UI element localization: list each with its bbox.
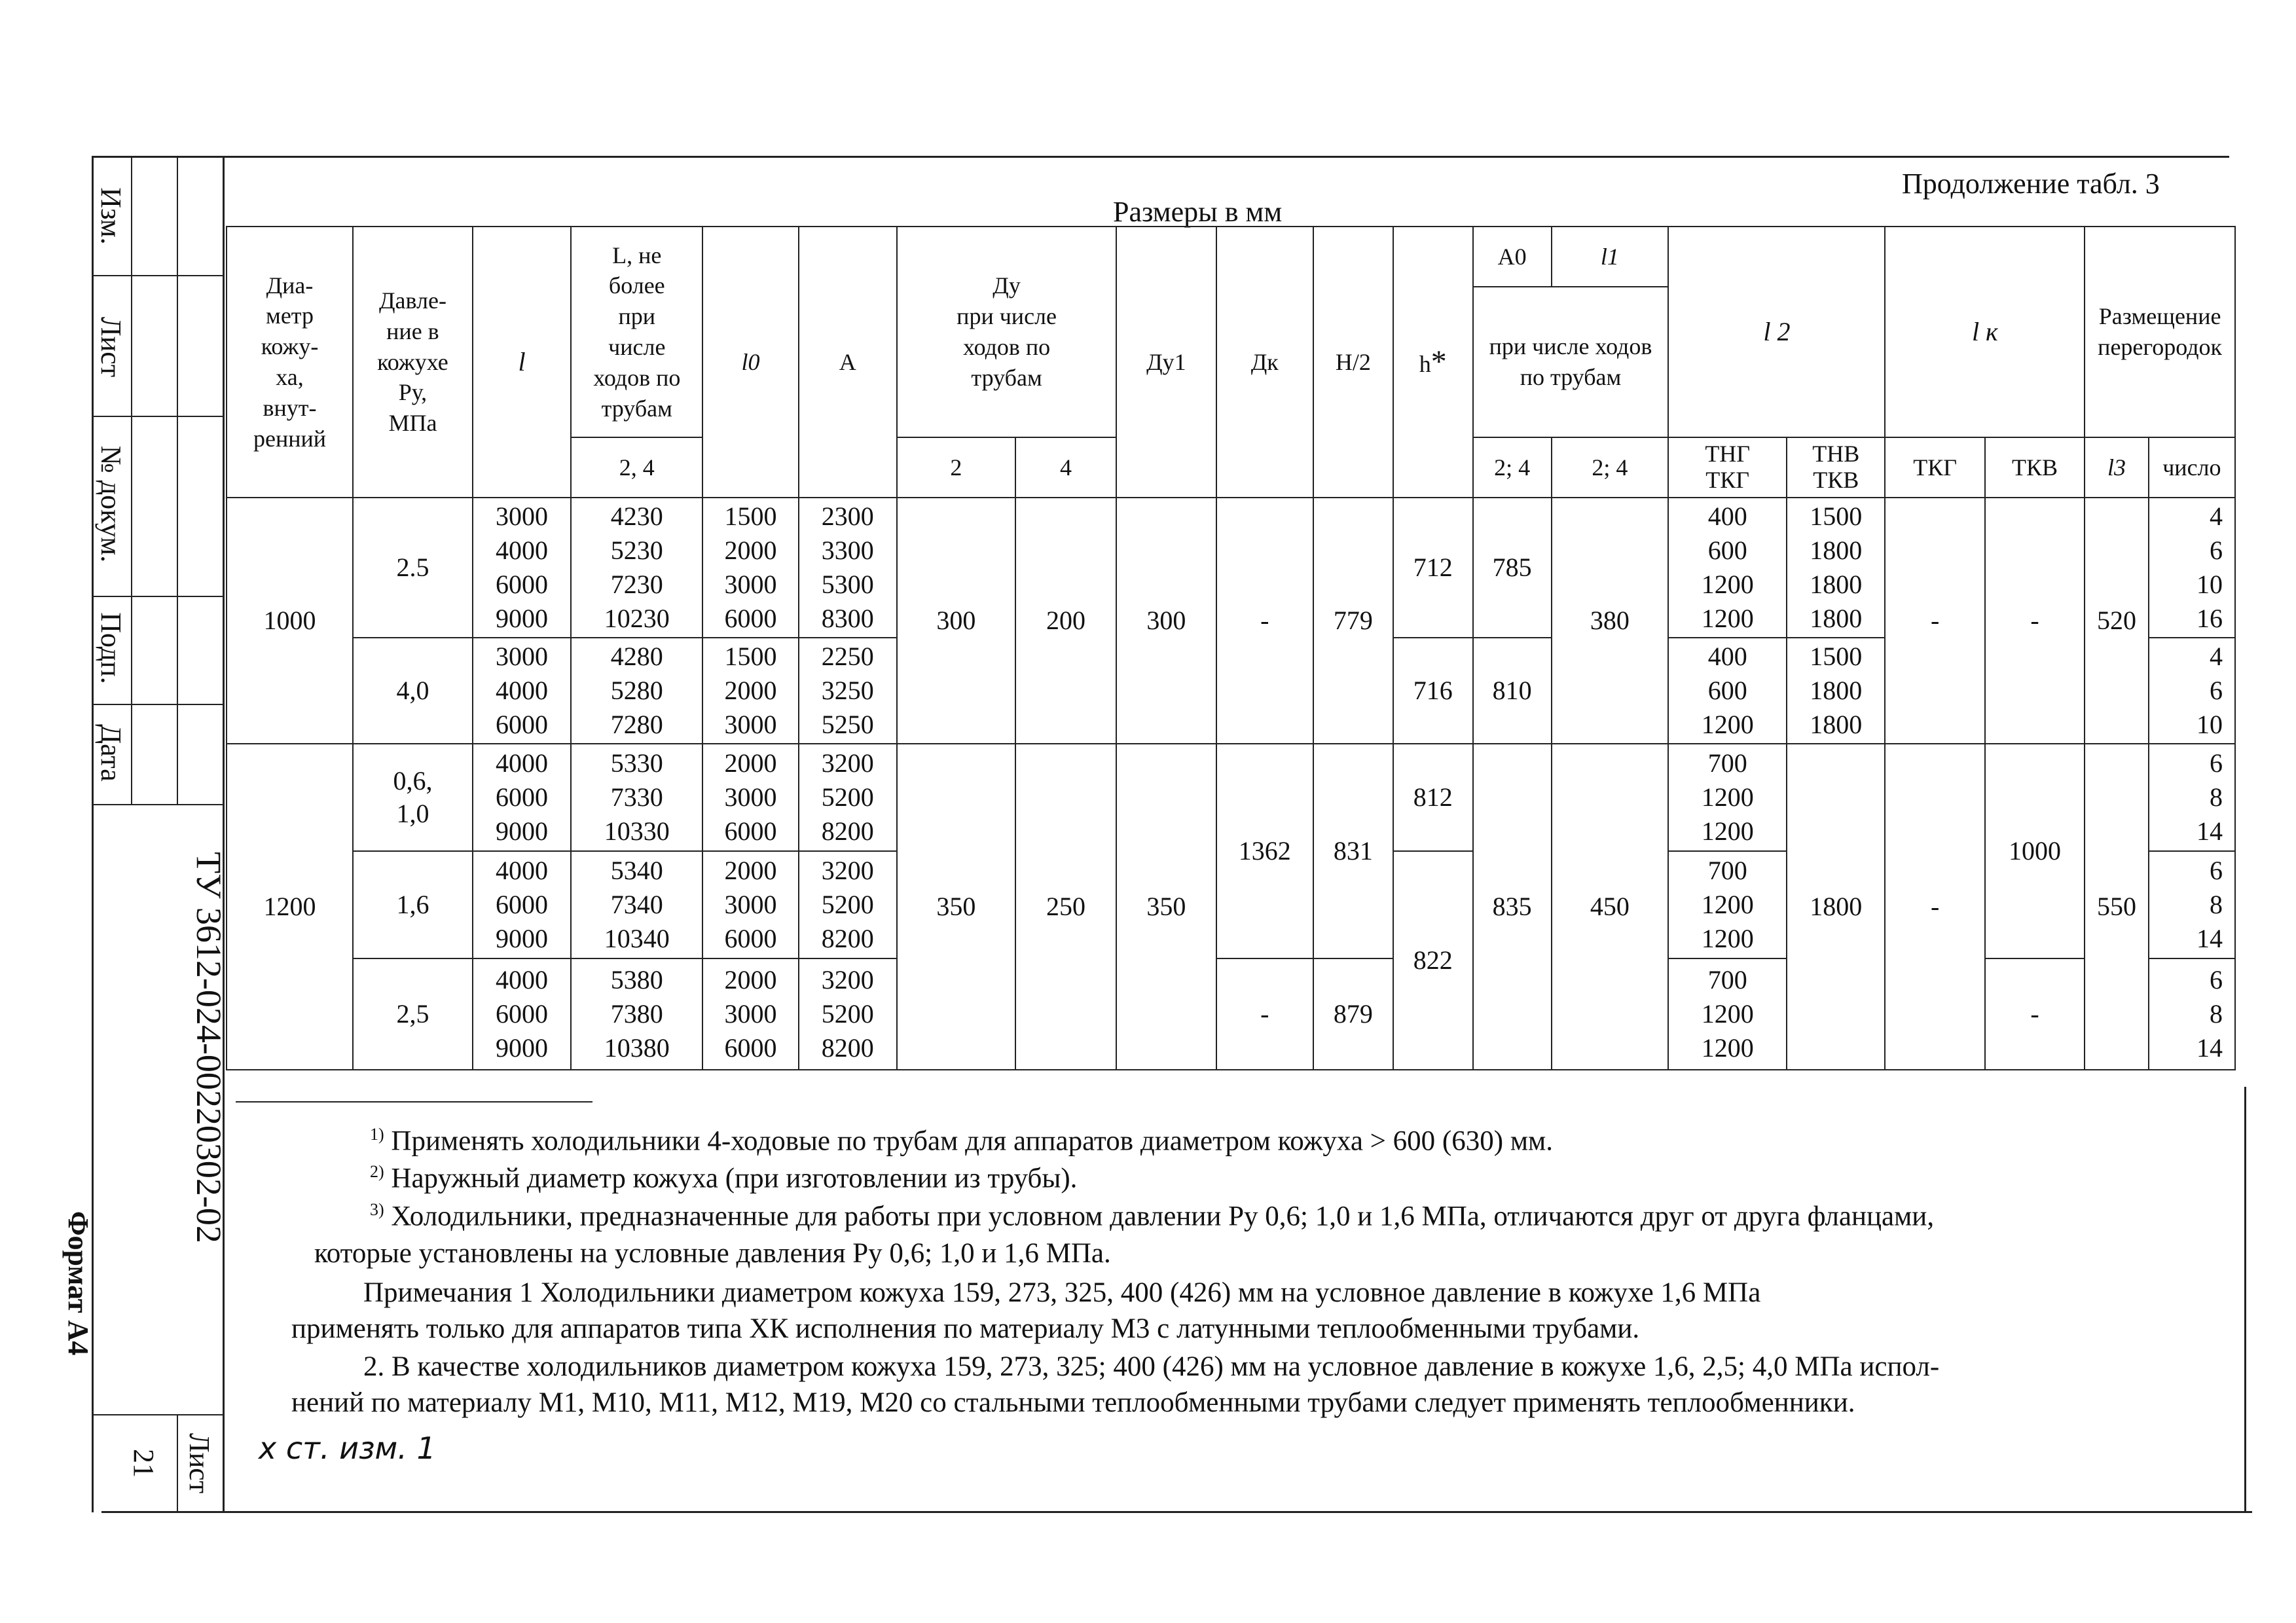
header-l2-sub2: ТНВ ТКВ — [1787, 437, 1885, 498]
cell-l2a-g3: 700 1200 1200 — [1668, 744, 1787, 851]
cell-diameter-1200: 1200 — [227, 744, 353, 1070]
header-du1: Ду1 — [1116, 227, 1216, 498]
cell-h-g3: 812 — [1393, 744, 1473, 851]
header-l0: l0 — [702, 227, 798, 498]
cell-l2a-g2: 400 600 1200 — [1668, 638, 1787, 744]
cell-l0-g2: 1500 2000 3000 — [702, 638, 798, 744]
cell-du2-1200: 350 — [897, 744, 1015, 1070]
cell-l3-1000: 520 — [2085, 498, 2149, 744]
cell-l-g5: 4000 6000 9000 — [473, 958, 571, 1070]
cell-count-g1: 4 6 10 16 — [2149, 498, 2235, 638]
header-du-4: 4 — [1015, 437, 1116, 498]
footnote-1-text: Применять холодильники 4-ходовые по трубам для аппаратов диаметром кожуха > 600 (630) мм. — [391, 1125, 1553, 1157]
cell-l3-1200: 550 — [2085, 744, 2149, 1070]
dimensions-table — [226, 226, 2236, 1070]
cell-A-g5: 3200 5200 8200 — [799, 958, 897, 1070]
cell-du4-1000: 200 — [1015, 498, 1116, 744]
cell-h-g45: 822 — [1393, 851, 1473, 1070]
cell-h2-1200a: 831 — [1313, 744, 1393, 958]
handwritten-change-note: х ст. изм. 1 — [259, 1431, 436, 1466]
note-1a: Примечания 1 Холодильники диаметром кожуха 159, 273, 325, 400 (426) мм на условное давление в кожухе 1,6 МПа — [363, 1277, 1761, 1308]
header-lk: l к — [1885, 227, 2085, 437]
cell-pressure-g3: 0,6, 1,0 — [353, 744, 473, 851]
stamp-col-line-3 — [177, 1414, 178, 1512]
table-continuation-caption: Продолжение табл. 3 — [1902, 168, 2160, 200]
header-L: L, не более при числе ходов по трубам — [571, 227, 702, 437]
footnote-2-mark: 2) — [370, 1162, 384, 1181]
cell-l2b-1200: 1800 — [1787, 744, 1885, 1070]
header-L-sub: 2, 4 — [571, 437, 702, 498]
cell-lk1-1200: - — [1885, 744, 1984, 1070]
stamp-col-line-1 — [131, 156, 132, 804]
cell-L-g2: 4280 5280 7280 — [571, 638, 702, 744]
stamp-col-line-2 — [177, 156, 178, 804]
footnote-3b: которые установлены на условные давления Ру 0,6; 1,0 и 1,6 МПа. — [314, 1238, 1111, 1269]
units-caption: Размеры в мм — [1113, 196, 1283, 228]
header-l2: l 2 — [1668, 227, 1885, 437]
header-A: А — [799, 227, 897, 498]
cell-l1-1200: 450 — [1552, 744, 1669, 1070]
cell-dk-1200a: 1362 — [1216, 744, 1313, 958]
cell-count-g5: 6 8 14 — [2149, 958, 2235, 1070]
header-diameter: Диа- метр кожу- ха, внут- ренний — [227, 227, 353, 498]
cell-h-g2: 716 — [1393, 638, 1473, 744]
cell-dk-1000: - — [1216, 498, 1313, 744]
header-l1-sub: 2; 4 — [1552, 437, 1669, 498]
cell-l-g2: 3000 4000 6000 — [473, 638, 571, 744]
header-h-label: h — [1419, 350, 1431, 377]
cell-du1-1000: 300 — [1116, 498, 1216, 744]
cell-A-g2: 2250 3250 5250 — [799, 638, 897, 744]
cell-L-g3: 5330 7330 10330 — [571, 744, 702, 851]
footnote-3a — [370, 1200, 1934, 1232]
header-h2: Н/2 — [1313, 227, 1393, 498]
format-label: Формат А4 — [62, 1211, 94, 1356]
frame-right-line — [2244, 1087, 2246, 1512]
header-h-mark: * — [1430, 344, 1447, 379]
footnote-1 — [370, 1125, 1553, 1157]
frame-bottom-line — [101, 1511, 2252, 1513]
footnote-3-mark: 3) — [370, 1200, 384, 1219]
header-pressure: Давле- ние в кожухе Ру, МПа — [353, 227, 473, 498]
cell-L-g5: 5380 7380 10380 — [571, 958, 702, 1070]
stamp-doc-no: № докум. — [95, 445, 127, 563]
header-du: Ду при числе ходов по трубам — [897, 227, 1116, 437]
cell-count-g4: 6 8 14 — [2149, 851, 2235, 958]
stamp-data: Дата — [95, 724, 127, 782]
cell-h2-1000: 779 — [1313, 498, 1393, 744]
cell-lk2-1000: - — [1985, 498, 2085, 744]
cell-A-g3: 3200 5200 8200 — [799, 744, 897, 851]
cell-a0-g1: 785 — [1473, 498, 1552, 638]
stamp-row-line-5 — [92, 804, 223, 805]
cell-l0-g5: 2000 3000 6000 — [702, 958, 798, 1070]
cell-pressure-g2: 4,0 — [353, 638, 473, 744]
cell-l2a-g5: 700 1200 1200 — [1668, 958, 1787, 1070]
cell-l-g4: 4000 6000 9000 — [473, 851, 571, 958]
cell-L-g1: 4230 5230 7230 10230 — [571, 498, 702, 638]
cell-count-g3: 6 8 14 — [2149, 744, 2235, 851]
cell-A-g4: 3200 5200 8200 — [799, 851, 897, 958]
cell-a0-g2: 810 — [1473, 638, 1552, 744]
cell-lk1-1000: - — [1885, 498, 1984, 744]
cell-du4-1200: 250 — [1015, 744, 1116, 1070]
note-1b: применять только для аппаратов типа ХК исполнения по материалу М3 с латунными теплообменными трубами. — [291, 1313, 1640, 1344]
header-lk-sub1: ТКГ — [1885, 437, 1984, 498]
frame-top-line — [92, 156, 2229, 158]
stamp-izm: Изм. — [95, 187, 127, 245]
cell-l-g3: 4000 6000 9000 — [473, 744, 571, 851]
header-l2-sub1: ТНГ ТКГ — [1668, 437, 1787, 498]
cell-l1-1000: 380 — [1552, 498, 1669, 744]
stamp-row-line-2 — [92, 416, 223, 417]
footnote-2-text: Наружный диаметр кожуха (при изготовлении из трубы). — [391, 1163, 1078, 1194]
cell-l-g1: 3000 4000 6000 9000 — [473, 498, 571, 638]
cell-a0-1200: 835 — [1473, 744, 1552, 1070]
stamp-list: Лист — [95, 316, 127, 378]
header-passes: при числе ходов по трубам — [1473, 287, 1669, 437]
cell-l0-g4: 2000 3000 6000 — [702, 851, 798, 958]
footnote-2 — [370, 1162, 1077, 1194]
stamp-sheet-number: 21 — [128, 1449, 160, 1478]
cell-du1-1200: 350 — [1116, 744, 1216, 1070]
footnote-1-mark: 1) — [370, 1125, 384, 1144]
cell-l2a-g4: 700 1200 1200 — [1668, 851, 1787, 958]
cell-l0-g1: 1500 2000 3000 6000 — [702, 498, 798, 638]
header-lk-sub2: ТКВ — [1985, 437, 2085, 498]
cell-diameter-1000: 1000 — [227, 498, 353, 744]
cell-count-g2: 4 6 10 — [2149, 638, 2235, 744]
cell-lk2-1200b: - — [1985, 958, 2085, 1070]
header-a0-sub: 2; 4 — [1473, 437, 1552, 498]
stamp-row-line-1 — [92, 275, 223, 276]
cell-pressure-g5: 2,5 — [353, 958, 473, 1070]
header-dk: Дк — [1216, 227, 1313, 498]
header-du-2: 2 — [897, 437, 1015, 498]
header-count: число — [2149, 437, 2235, 498]
note-2a: 2. В качестве холодильников диаметром кожуха 159, 273, 325; 400 (426) мм на условное давление в кожухе 1,6, 2,5; 4,0 МПа испол- — [363, 1351, 1940, 1382]
header-l3: l3 — [2085, 437, 2149, 498]
cell-dk-1200b: - — [1216, 958, 1313, 1070]
note-2b: нений по материалу М1, М10, М11, М12, М19, М20 со стальными теплообменными трубами следует применять теплообменники. — [291, 1387, 1855, 1418]
stamp-sheet-label: Лист — [183, 1432, 215, 1494]
cell-l2b-g1: 1500 1800 1800 1800 — [1787, 498, 1885, 638]
stamp-row-line-6 — [92, 1414, 223, 1415]
header-l: l — [473, 227, 571, 498]
cell-l0-g3: 2000 3000 6000 — [702, 744, 798, 851]
header-baffles: Размещение перегородок — [2085, 227, 2235, 437]
cell-pressure-g1: 2.5 — [353, 498, 473, 638]
cell-l2b-g2: 1500 1800 1800 — [1787, 638, 1885, 744]
document-designation: ТУ 3612-024-00220302-02 — [189, 852, 228, 1243]
cell-lk2-1200a: 1000 — [1985, 744, 2085, 958]
cell-l2a-g1: 400 600 1200 1200 — [1668, 498, 1787, 638]
footnote-separator — [236, 1101, 592, 1103]
stamp-podp: Подп. — [95, 612, 127, 684]
stamp-row-line-3 — [92, 596, 223, 597]
cell-L-g4: 5340 7340 10340 — [571, 851, 702, 958]
cell-pressure-g4: 1,6 — [353, 851, 473, 958]
cell-h-g1: 712 — [1393, 498, 1473, 638]
header-h — [1393, 227, 1473, 498]
header-a0: А0 — [1473, 227, 1552, 287]
footnote-3-text-a: Холодильники, предназначенные для работы при условном давлении Ру 0,6; 1,0 и 1,6 МПа, отличаются друг от друга фланцами, — [391, 1201, 1935, 1232]
cell-du2-1000: 300 — [897, 498, 1015, 744]
cell-A-g1: 2300 3300 5300 8300 — [799, 498, 897, 638]
cell-h2-1200b: 879 — [1313, 958, 1393, 1070]
header-l1: l1 — [1552, 227, 1669, 287]
